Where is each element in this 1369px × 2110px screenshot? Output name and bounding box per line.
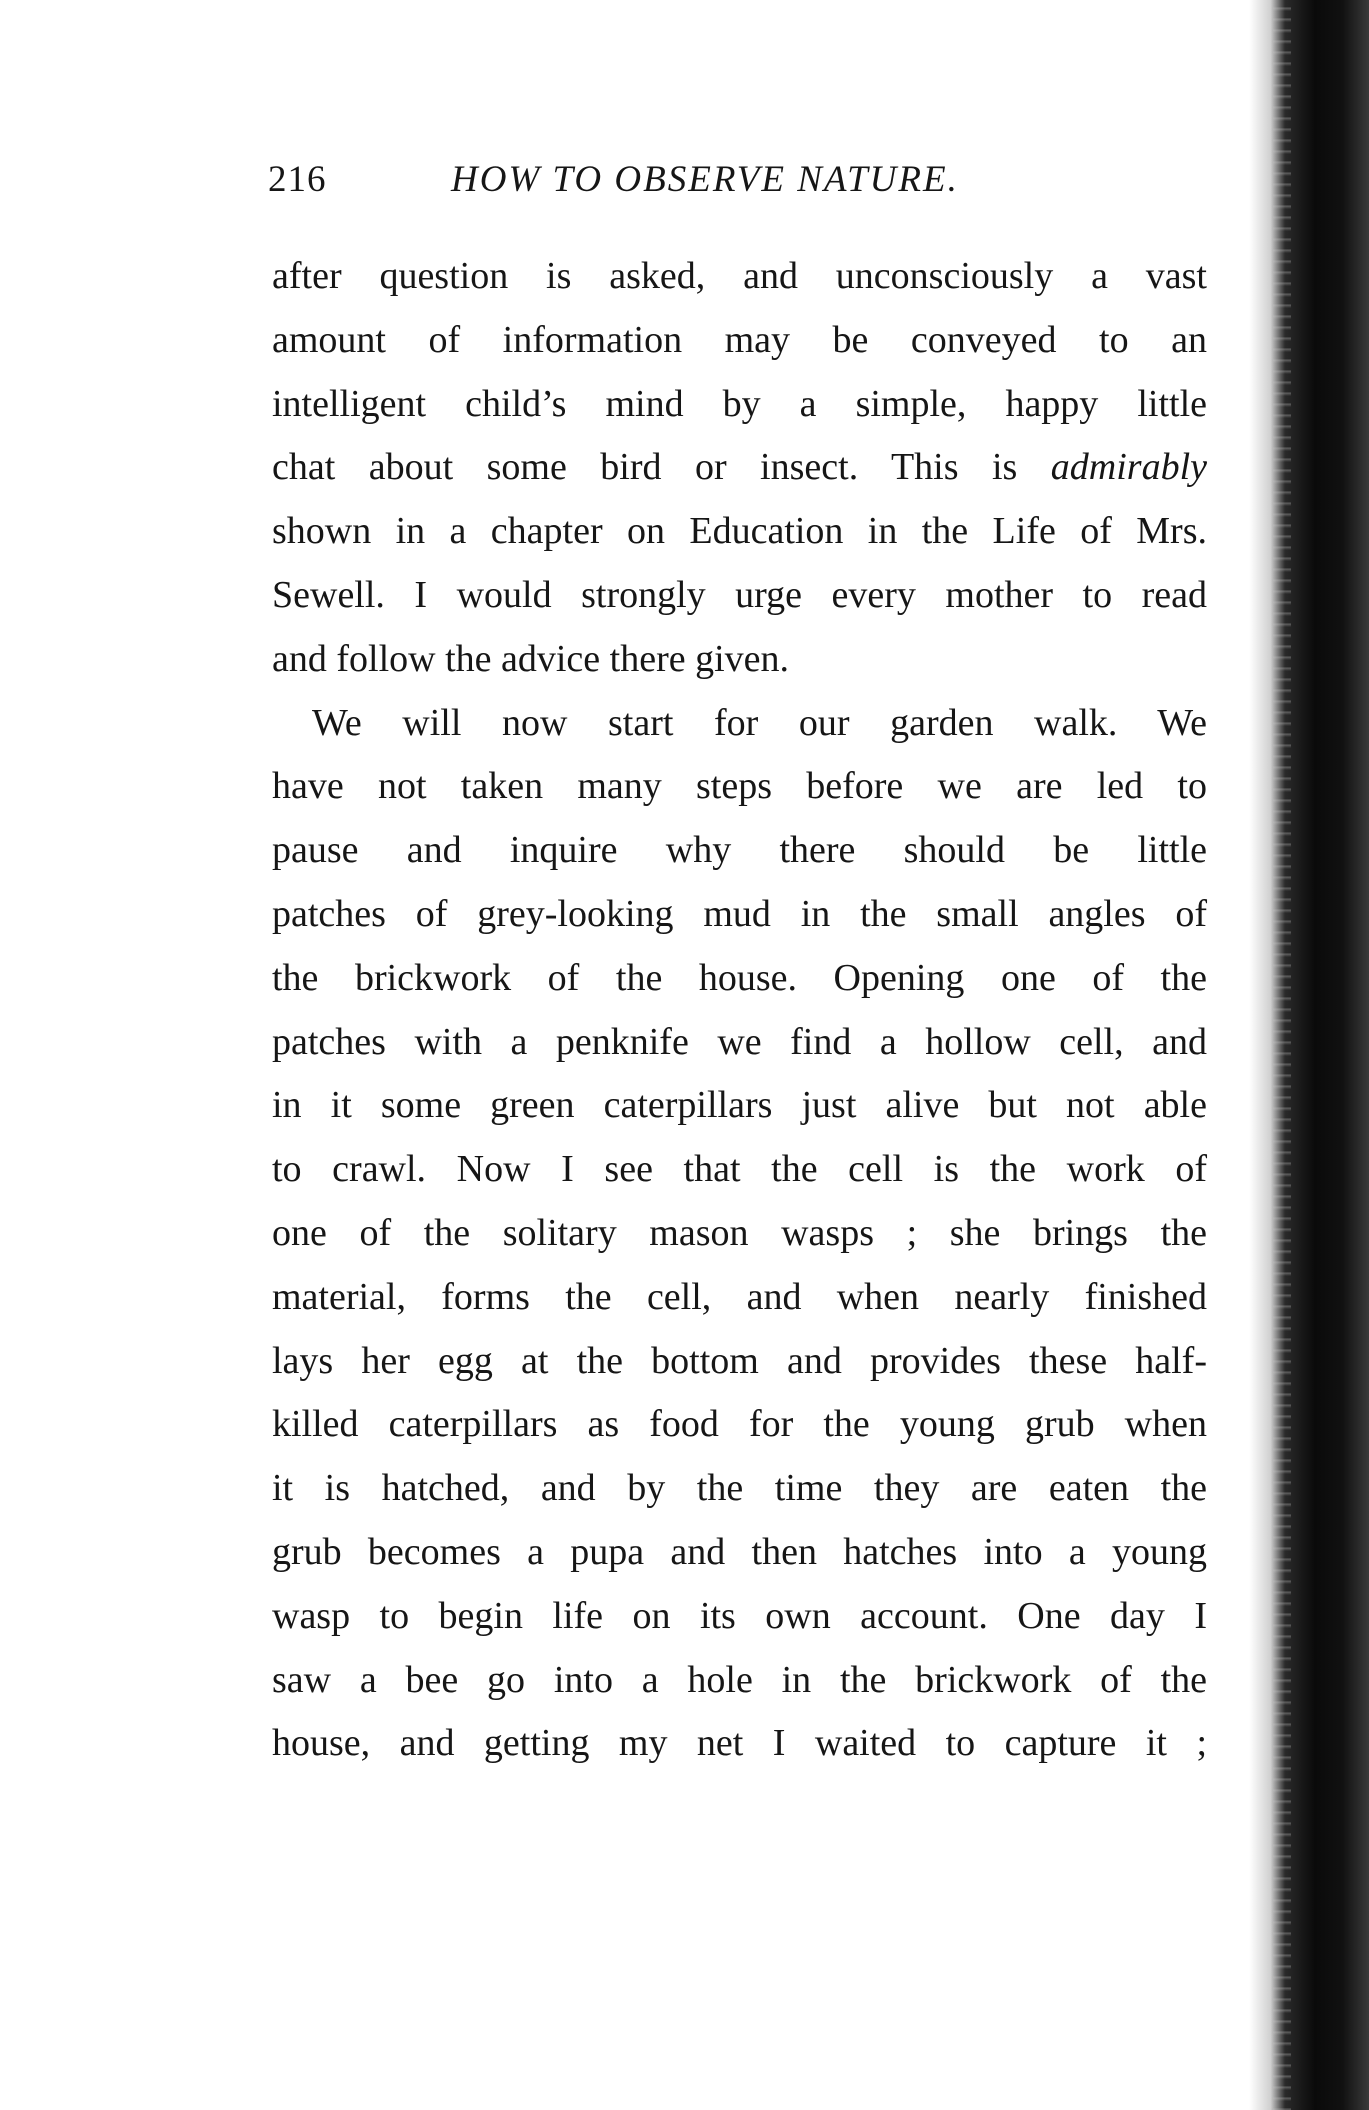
text-line: wasp to begin life on its own account. One day I bbox=[272, 1594, 1207, 1637]
text-line: patches with a penknife we find a hollow cell, and bbox=[272, 1020, 1207, 1063]
text-line: house, and getting my net I waited to capture it ; bbox=[272, 1722, 1207, 1765]
page-header bbox=[268, 155, 1228, 205]
text-line: intelligent child’s mind by a simple, happy little bbox=[272, 382, 1207, 425]
text-fragment: chat about some bird or insect. This is bbox=[272, 446, 1051, 489]
text-line: lays her egg at the bottom and provides these half- bbox=[272, 1339, 1207, 1382]
text-line: have not taken many steps before we are led to bbox=[272, 765, 1207, 808]
text-line: shown in a chapter on Education in the Life of Mrs. bbox=[272, 510, 1207, 553]
text-line: amount of information may be conveyed to an bbox=[272, 318, 1207, 361]
text-line: killed caterpillars as food for the young grub when bbox=[272, 1403, 1207, 1446]
text-line: after question is asked, and unconsciously a vast bbox=[272, 255, 1207, 297]
text-line: grub becomes a pupa and then hatches into a young bbox=[272, 1530, 1207, 1573]
text-line: saw a bee go into a hole in the brickwork of the bbox=[272, 1658, 1207, 1701]
text-line: in it some green caterpillars just alive but not able bbox=[272, 1084, 1207, 1127]
text-line: and follow the advice there given. bbox=[272, 637, 790, 680]
emphasis-word: admirably bbox=[1050, 446, 1207, 489]
binding-edge-texture bbox=[1273, 0, 1291, 2110]
text-line: one of the solitary mason wasps ; she brings the bbox=[272, 1211, 1207, 1254]
text-line: material, forms the cell, and when nearly finished bbox=[272, 1275, 1207, 1318]
text-line: it is hatched, and by the time they are eaten the bbox=[272, 1467, 1207, 1510]
text-line: patches of grey-looking mud in the small angles of bbox=[272, 892, 1207, 935]
page-number: 216 bbox=[268, 159, 327, 200]
text-line: We will now start for our garden walk. We bbox=[312, 701, 1207, 744]
running-head: HOW TO OBSERVE NATURE. bbox=[451, 159, 959, 200]
binding-edge-shadow bbox=[1249, 0, 1369, 2110]
text-line bbox=[272, 436, 1207, 500]
body-text bbox=[272, 245, 1207, 1776]
text-line: to crawl. Now I see that the cell is the work of bbox=[272, 1148, 1207, 1191]
text-line: pause and inquire why there should be little bbox=[272, 829, 1207, 872]
text-line: the brickwork of the house. Opening one of the bbox=[272, 956, 1207, 999]
text-line: Sewell. I would strongly urge every mother to read bbox=[272, 573, 1207, 616]
